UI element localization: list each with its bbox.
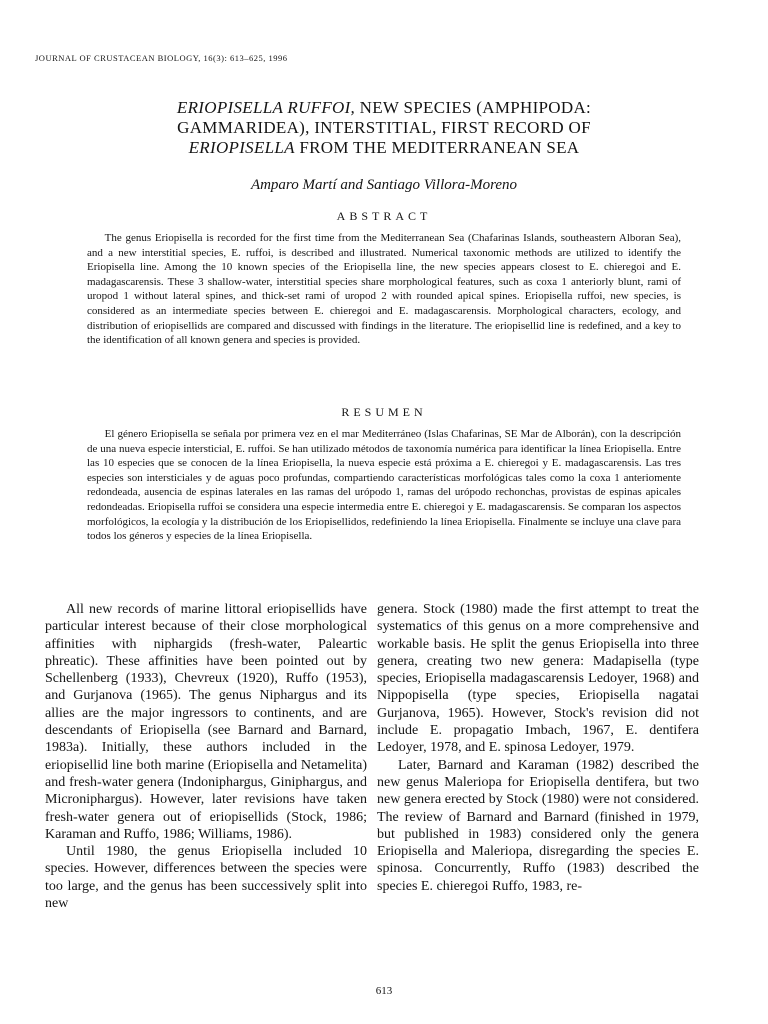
abstract-paragraph: The genus Eriopisella is recorded for the first time from the Mediterranean Sea (Chafarinas Islands, southeastern Alboran Sea), and a new interstitial species, E. ruffoi, is described and illustrated. Numerical taxonomic methods are utilized to identify the Eriopisella line. Among the 10 known species of the Eriopisella line, the new species appears closest to E. chieregoi and E. madagascarensis. These 3 shallow-water, interstitial species share morphological features, such as coxa 1 anteriorly blunt, rami of uropod 1 without lateral spines, and thick-set rami of uropod 2 with rounded apical spines. Eriopisella ruffoi, new species, is considered as an intermediate species between E. chieregoi and E. madagascarensis. Morphological characters, ecology, and distribution of eriopisellids are compared and discussed with findings in the literature. The eriopisellid line is redefined, and a key to the identification of all known genera and species is provided. xyxy=(87,232,681,347)
title-line2: GAMMARIDEA), INTERSTITIAL, FIRST RECORD OF xyxy=(177,118,591,137)
left-paragraph-1: All new records of marine littoral eriopisellids have particular interest because of their close morphological affinities with niphargids (fresh-water, Paleartic phreatic). These affinities have been pointed out by Schellenberg (1933), Chevreux (1920), Ruffo (1953), and Gurjanova (1965). The genus Niphargus and its allies are the major ingressors to continents, and are descendants of Eriopisella (see Barnard and Barnard, 1983a). Initially, these authors included in the eriopisellid line both marine (Eriopisella and Netamelita) and fresh-water genera (Indoniphargus, Giniphargus, and Microniphargus). However, later revisions have taken fresh-water genera out of eriopisellids (Stock, 1986; Karaman and Ruffo, 1986; Williams, 1986). xyxy=(45,602,367,842)
abstract-body xyxy=(87,231,681,348)
body-column-left xyxy=(45,601,367,912)
body-column-right xyxy=(377,601,699,895)
left-paragraph-2: Until 1980, the genus Eriopisella included 10 species. However, differences between the species were too large, and the genus has been successively split into new xyxy=(45,844,367,912)
title-line3-rest: FROM THE MEDITERRANEAN SEA xyxy=(294,138,580,157)
title-line1-rest: NEW SPECIES (AMPHIPODA: xyxy=(355,98,592,117)
journal-citation: JOURNAL OF CRUSTACEAN BIOLOGY, 16(3): 613–625, 1996 xyxy=(35,53,288,63)
right-paragraph-2: Later, Barnard and Karaman (1982) described the new genus Maleriopa for Eriopisella dentifera, but two new genera erected by Stock (1980) were not considered. The review of Barnard and Barnard (finished in 1979, but published in 1983) considered only the genera Eriopisella and Maleriopa, disregarding the species E. spinosa. Concurrently, Ruffo (1983) described the species E. chieregoi Ruffo, 1983, re- xyxy=(377,757,699,894)
page-number: 613 xyxy=(375,985,393,997)
authors: Amparo Martí and Santiago Villora-Moreno xyxy=(250,177,518,193)
resumen-heading: RESUMEN xyxy=(341,405,427,419)
article-title xyxy=(40,98,728,158)
title-line3-italic: ERIOPISELLA xyxy=(188,138,295,157)
resumen-body xyxy=(87,427,681,544)
abstract-heading: ABSTRACT xyxy=(336,209,432,223)
title-line1-italic: ERIOPISELLA RUFFOI, xyxy=(176,98,356,117)
right-paragraph-1: genera. Stock (1980) made the first attempt to treat the systematics of this genus on a more comprehensive and workable basis. He split the genus Eriopisella into three genera, creating two new genera: Madapisella (type species, Eriopisella madagascarensis Ledoyer, 1968) and Nippopisella (type species, Eriopisella nagatai Gurjanova, 1965). However, Stock's revision did not include E. propagatio Imbach, 1967, E. dentifera Ledoyer, 1978, and E. spinosa Ledoyer, 1979. xyxy=(377,602,699,756)
resumen-paragraph: El género Eriopisella se señala por primera vez en el mar Mediterráneo (Islas Chafarinas, SE Mar de Alborán), con la descripción de una nueva especie intersticial, E. ruffoi. Se han utilizado métodos de taxonomía numérica para identificar la línea Eriopisella. Entre las 10 especies que se conocen de la línea Eriopisella, la nueva especie está próxima a E. chieregoi y E. madagascarensis. Las tres especies son intersticiales y de aguas poco profundas, compartiendo características morfológicas tales como la coxa 1 anteriomente redondeada, ausencia de espinas laterales en las ramas del urópodo 1, ramas del urópodo rechonchas, provistas de espinas apicales redondeadas. Eriopisella ruffoi se considera una especie intermedia entre E. chieregoi y E. madagascarensis. Se comparan los aspectos morfológicos, la ecología y la distribución de los Eriopisellidos, redefiniendo la línea Eriopisella. Finalmente se incluye una clave para todos los géneros y especies de la línea Eriopisella. xyxy=(87,428,681,543)
